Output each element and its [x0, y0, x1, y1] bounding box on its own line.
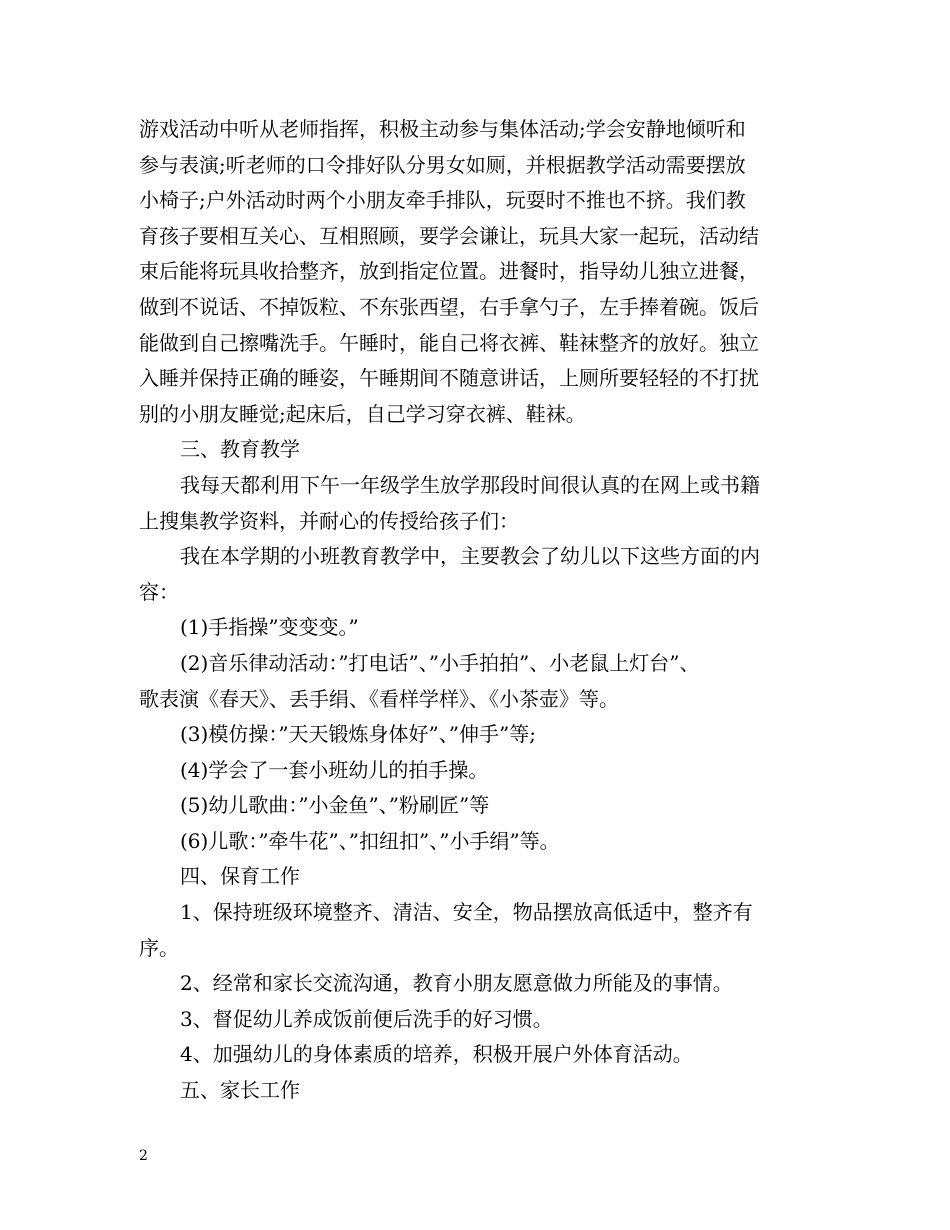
text-line: 我每天都利用下午一年级学生放学那段时间很认真的在网上或书籍 [180, 472, 760, 497]
text-line: (2)音乐律动活动：”打电话”、”小手拍拍”、小老鼠上灯台”、 [180, 650, 700, 675]
text-line: 4、加强幼儿的身体素质的培养，积极开展户外体育活动。 [180, 1042, 693, 1067]
text-line: 参与表演;听老师的口令排好队分男女如厕，并根据教学活动需要摆放 [139, 152, 746, 177]
text-line: 容： [139, 579, 179, 604]
page-number: 2 [139, 1148, 148, 1164]
text-line: (3)模仿操：”天天锻炼身体好”、”伸手”等; [180, 722, 536, 747]
text-line: 小椅子;户外活动时两个小朋友牵手排队，玩耍时不推也不挤。我们教 [139, 188, 746, 213]
text-line: 五、家长工作 [180, 1078, 300, 1103]
text-line: (1)手指操”变变变。” [180, 615, 359, 640]
text-line: 我在本学期的小班教育教学中，主要教会了幼儿以下这些方面的内 [180, 544, 760, 569]
text-line: (4)学会了一套小班幼儿的拍手操。 [180, 757, 489, 782]
text-line: 育孩子要相互关心、互相照顾，要学会谦让，玩具大家一起玩，活动结 [139, 223, 759, 248]
body-text [139, 112, 839, 1109]
text-line: 3、督促幼儿养成饭前便后洗手的好习惯。 [180, 1006, 553, 1031]
text-line: 2、经常和家长交流沟通，教育小朋友愿意做力所能及的事情。 [180, 971, 733, 996]
text-line: 上搜集教学资料，并耐心的传授给孩子们： [139, 508, 519, 533]
text-line: 别的小朋友睡觉;起床后，自己学习穿衣裤、鞋袜。 [139, 401, 586, 426]
text-line: 做到不说话、不掉饭粒、不东张西望，右手拿勺子，左手捧着碗。饭后 [139, 294, 759, 319]
text-line: 能做到自己擦嘴洗手。午睡时，能自己将衣裤、鞋袜整齐的放好。独立 [139, 330, 759, 355]
text-line: 入睡并保持正确的睡姿，午睡期间不随意讲话，上厕所要轻轻的不打扰 [139, 366, 759, 391]
text-line: 束后能将玩具收拾整齐，放到指定位置。进餐时，指导幼儿独立进餐， [139, 259, 759, 284]
text-line: 歌表演《春天》、丢手绢、《看样学样》、《小茶壶》等。 [139, 686, 619, 711]
text-line: 四、保育工作 [180, 864, 300, 889]
text-line: 序。 [139, 935, 179, 960]
text-line: (5)幼儿歌曲：”小金鱼”、”粉刷匠”等 [180, 793, 490, 818]
text-line: 1、保持班级环境整齐、清洁、安全，物品摆放高低适中，整齐有 [180, 900, 753, 925]
text-line: 三、教育教学 [180, 437, 300, 462]
text-line: (6)儿歌：”牵牛花”、”扣纽扣”、”小手绢”等。 [180, 828, 560, 853]
text-line: 游戏活动中听从老师指挥，积极主动参与集体活动;学会安静地倾听和 [139, 117, 746, 141]
